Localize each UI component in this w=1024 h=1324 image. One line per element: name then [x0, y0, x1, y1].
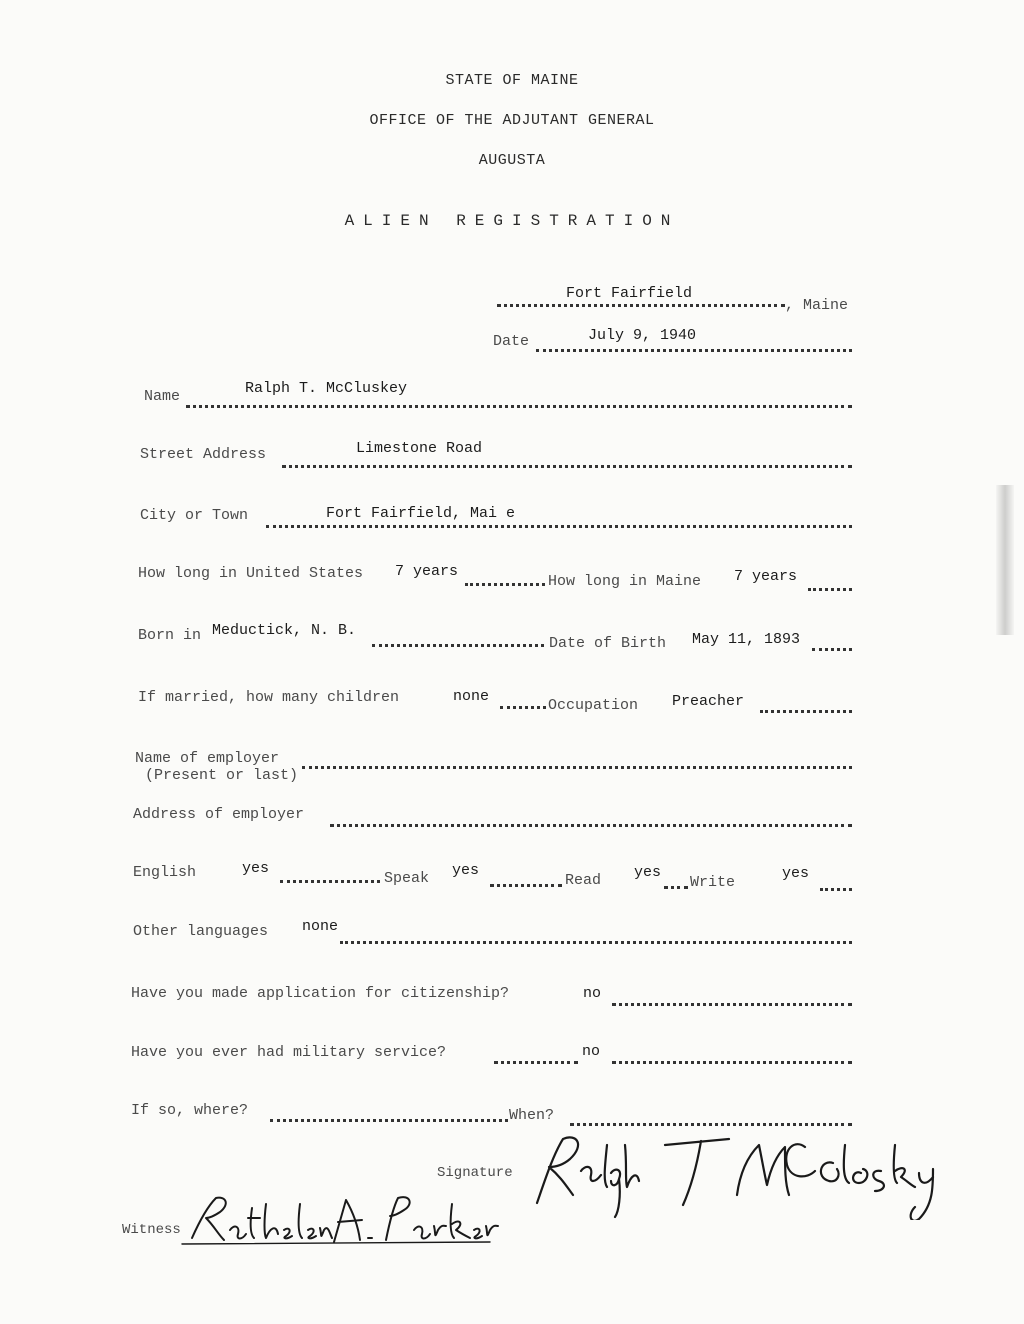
city-dots: [266, 525, 852, 528]
born-dots: [372, 644, 544, 647]
children-value: none: [453, 688, 490, 705]
other-languages-value: none: [302, 918, 339, 935]
witness-signature-handwriting: [170, 1190, 500, 1250]
maine-duration-value: 7 years: [734, 568, 798, 585]
place-town: Fort Fairfield: [566, 285, 693, 302]
place-dots: [497, 304, 785, 307]
us-duration-value: 7 years: [395, 563, 459, 580]
where-dots: [270, 1119, 508, 1122]
speak-dots: [490, 884, 562, 887]
employer-address-dots: [330, 824, 852, 827]
military-dots-a: [494, 1061, 578, 1064]
date-value: July 9, 1940: [588, 327, 697, 344]
witness-label: Witness: [122, 1222, 181, 1238]
signature-label: Signature: [437, 1165, 513, 1181]
read-label: Read: [565, 872, 602, 889]
citizenship-dots: [612, 1003, 852, 1006]
paper-edge-mark: [996, 485, 1014, 635]
employer-address-label: Address of employer: [133, 806, 305, 823]
read-dots: [664, 886, 688, 889]
english-value: yes: [242, 860, 270, 877]
when-label: When?: [509, 1107, 555, 1124]
date-label: Date: [493, 333, 530, 350]
street-dots: [282, 465, 852, 468]
children-dots: [500, 706, 546, 709]
write-label: Write: [690, 874, 736, 891]
street-label: Street Address: [140, 446, 267, 463]
military-value: no: [582, 1043, 601, 1060]
name-dots: [186, 405, 852, 408]
us-duration-dots: [465, 583, 545, 586]
employer-dots: [302, 766, 852, 769]
header-state: STATE OF MAINE: [445, 72, 579, 89]
where-label: If so, where?: [131, 1102, 249, 1119]
employer-label: Name of employer: [135, 750, 280, 767]
us-duration-label: How long in United States: [138, 565, 364, 582]
born-label: Born in: [138, 627, 202, 644]
maine-duration-dots: [808, 588, 852, 591]
maine-duration-label: How long in Maine: [548, 573, 702, 590]
read-value: yes: [634, 864, 662, 881]
name-label: Name: [144, 388, 181, 405]
speak-value: yes: [452, 862, 480, 879]
employer-sublabel: (Present or last): [145, 767, 299, 784]
speak-label: Speak: [384, 870, 430, 887]
english-dots: [280, 880, 380, 883]
english-label: English: [133, 864, 197, 881]
occupation-label: Occupation: [548, 697, 639, 714]
occupation-value: Preacher: [672, 693, 745, 710]
city-label: City or Town: [140, 507, 249, 524]
born-value: Meductick, N. B.: [212, 622, 357, 639]
children-label: If married, how many children: [138, 689, 400, 706]
city-value: Fort Fairfield, Mai e: [326, 505, 516, 522]
header-office: OFFICE OF THE ADJUTANT GENERAL: [369, 112, 655, 129]
other-languages-dots: [340, 941, 852, 944]
citizenship-value: no: [583, 985, 602, 1002]
dob-value: May 11, 1893: [692, 631, 801, 648]
dob-label: Date of Birth: [549, 635, 667, 652]
write-dots: [820, 888, 852, 891]
military-dots-b: [612, 1061, 852, 1064]
name-value: Ralph T. McCluskey: [245, 380, 408, 397]
form-title: ALIEN REGISTRATION: [344, 212, 680, 230]
header-city: AUGUSTA: [478, 152, 546, 169]
signature-handwriting: [515, 1125, 955, 1220]
occupation-dots: [760, 710, 852, 713]
other-languages-label: Other languages: [133, 923, 269, 940]
citizenship-label: Have you made application for citizenship?: [131, 985, 510, 1002]
military-label: Have you ever had military service?: [131, 1044, 447, 1061]
dob-dots: [812, 648, 852, 651]
street-value: Limestone Road: [356, 440, 483, 457]
place-state: , Maine: [785, 297, 849, 314]
date-dots: [536, 349, 852, 352]
write-value: yes: [782, 865, 810, 882]
